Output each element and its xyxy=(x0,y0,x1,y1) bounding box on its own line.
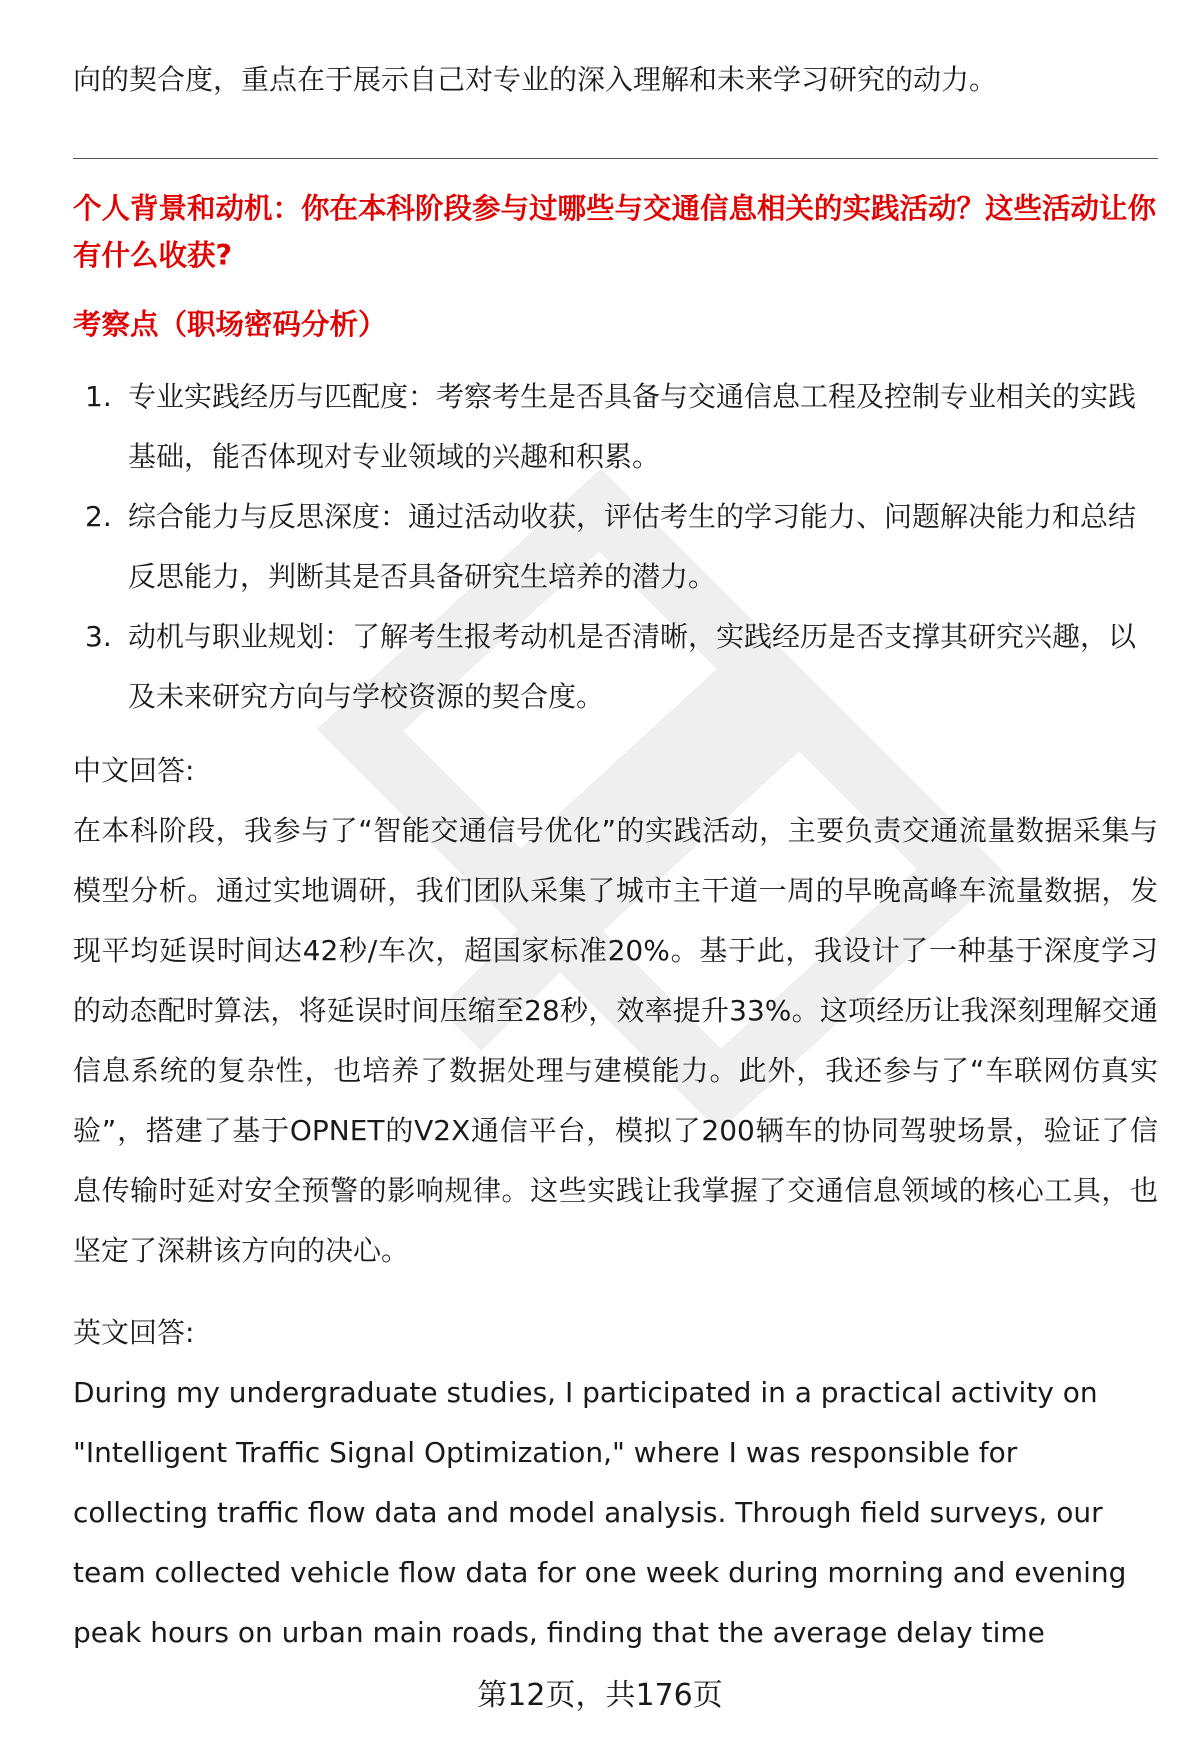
document-content xyxy=(73,52,1158,1663)
list-item xyxy=(73,607,1158,727)
chinese-answer-text: 在本科阶段，我参与了“智能交通信号优化”的实践活动，主要负责交通流量数据采集与模型分析。通过实地调研，我们团队采集了城市主干道一周的早晚高峰车流量数据，发现平均延误时间达42秒/车次，超国家标准20%。基于此，我设计了一种基于深度学习的动态配时算法，将延误时间压缩至28秒，效率提升33%。这项经历让我深刻理解交通信息系统的复杂性，也培养了数据处理与建模能力。此外，我还参与了“车联网仿真实验”，搭建了基于OPNET的V2X通信平台，模拟了200辆车的协同驾驶场景，验证了信息传输时延对安全预警的影响规律。这些实践让我掌握了交通信息领域的核心工具，也坚定了深耕该方向的决心。 xyxy=(73,814,1158,1267)
section-divider xyxy=(73,158,1158,159)
page-number-footer: 第12页，共176页 xyxy=(477,1678,723,1713)
list-item-text: 动机与职业规划：了解考生报考动机是否清晰，实践经历是否支撑其研究兴趣，以及未来研究方向与学校资源的契合度。 xyxy=(128,620,1137,713)
list-item xyxy=(73,487,1158,607)
question-heading: 个人背景和动机：你在本科阶段参与过哪些与交通信息相关的实践活动？这些活动让你有什么收获? xyxy=(73,192,1157,272)
list-item-number: 1. xyxy=(85,380,112,413)
assessment-points-list xyxy=(73,367,1158,727)
assessment-points-title: 考察点（职场密码分析） xyxy=(73,308,387,341)
list-item-number: 2. xyxy=(85,500,112,533)
chinese-answer-label: 中文回答: xyxy=(73,754,195,787)
list-item-text: 综合能力与反思深度：通过活动收获，评估考生的学习能力、问题解决能力和总结反思能力，判断其是否具备研究生培养的潜力。 xyxy=(128,500,1137,593)
list-item-text: 专业实践经历与匹配度：考察考生是否具备与交通信息工程及控制专业相关的实践基础，能否体现对专业领域的兴趣和积累。 xyxy=(128,380,1137,473)
intro-paragraph: 向的契合度，重点在于展示自己对专业的深入理解和未来学习研究的动力。 xyxy=(73,63,998,96)
list-item xyxy=(73,367,1158,487)
english-answer-label: 英文回答: xyxy=(73,1316,195,1349)
list-item-number: 3. xyxy=(85,620,112,653)
english-answer-text: During my undergraduate studies, I participated in a practical activity on "Intelligent Traffic Signal Optimization," where I was responsible for collecting traffic flow data and model analysis. Through field surveys, our team collected vehicle flow data for one week during morning and evening peak hours on urban main roads, finding that the average delay time xyxy=(73,1376,1127,1649)
